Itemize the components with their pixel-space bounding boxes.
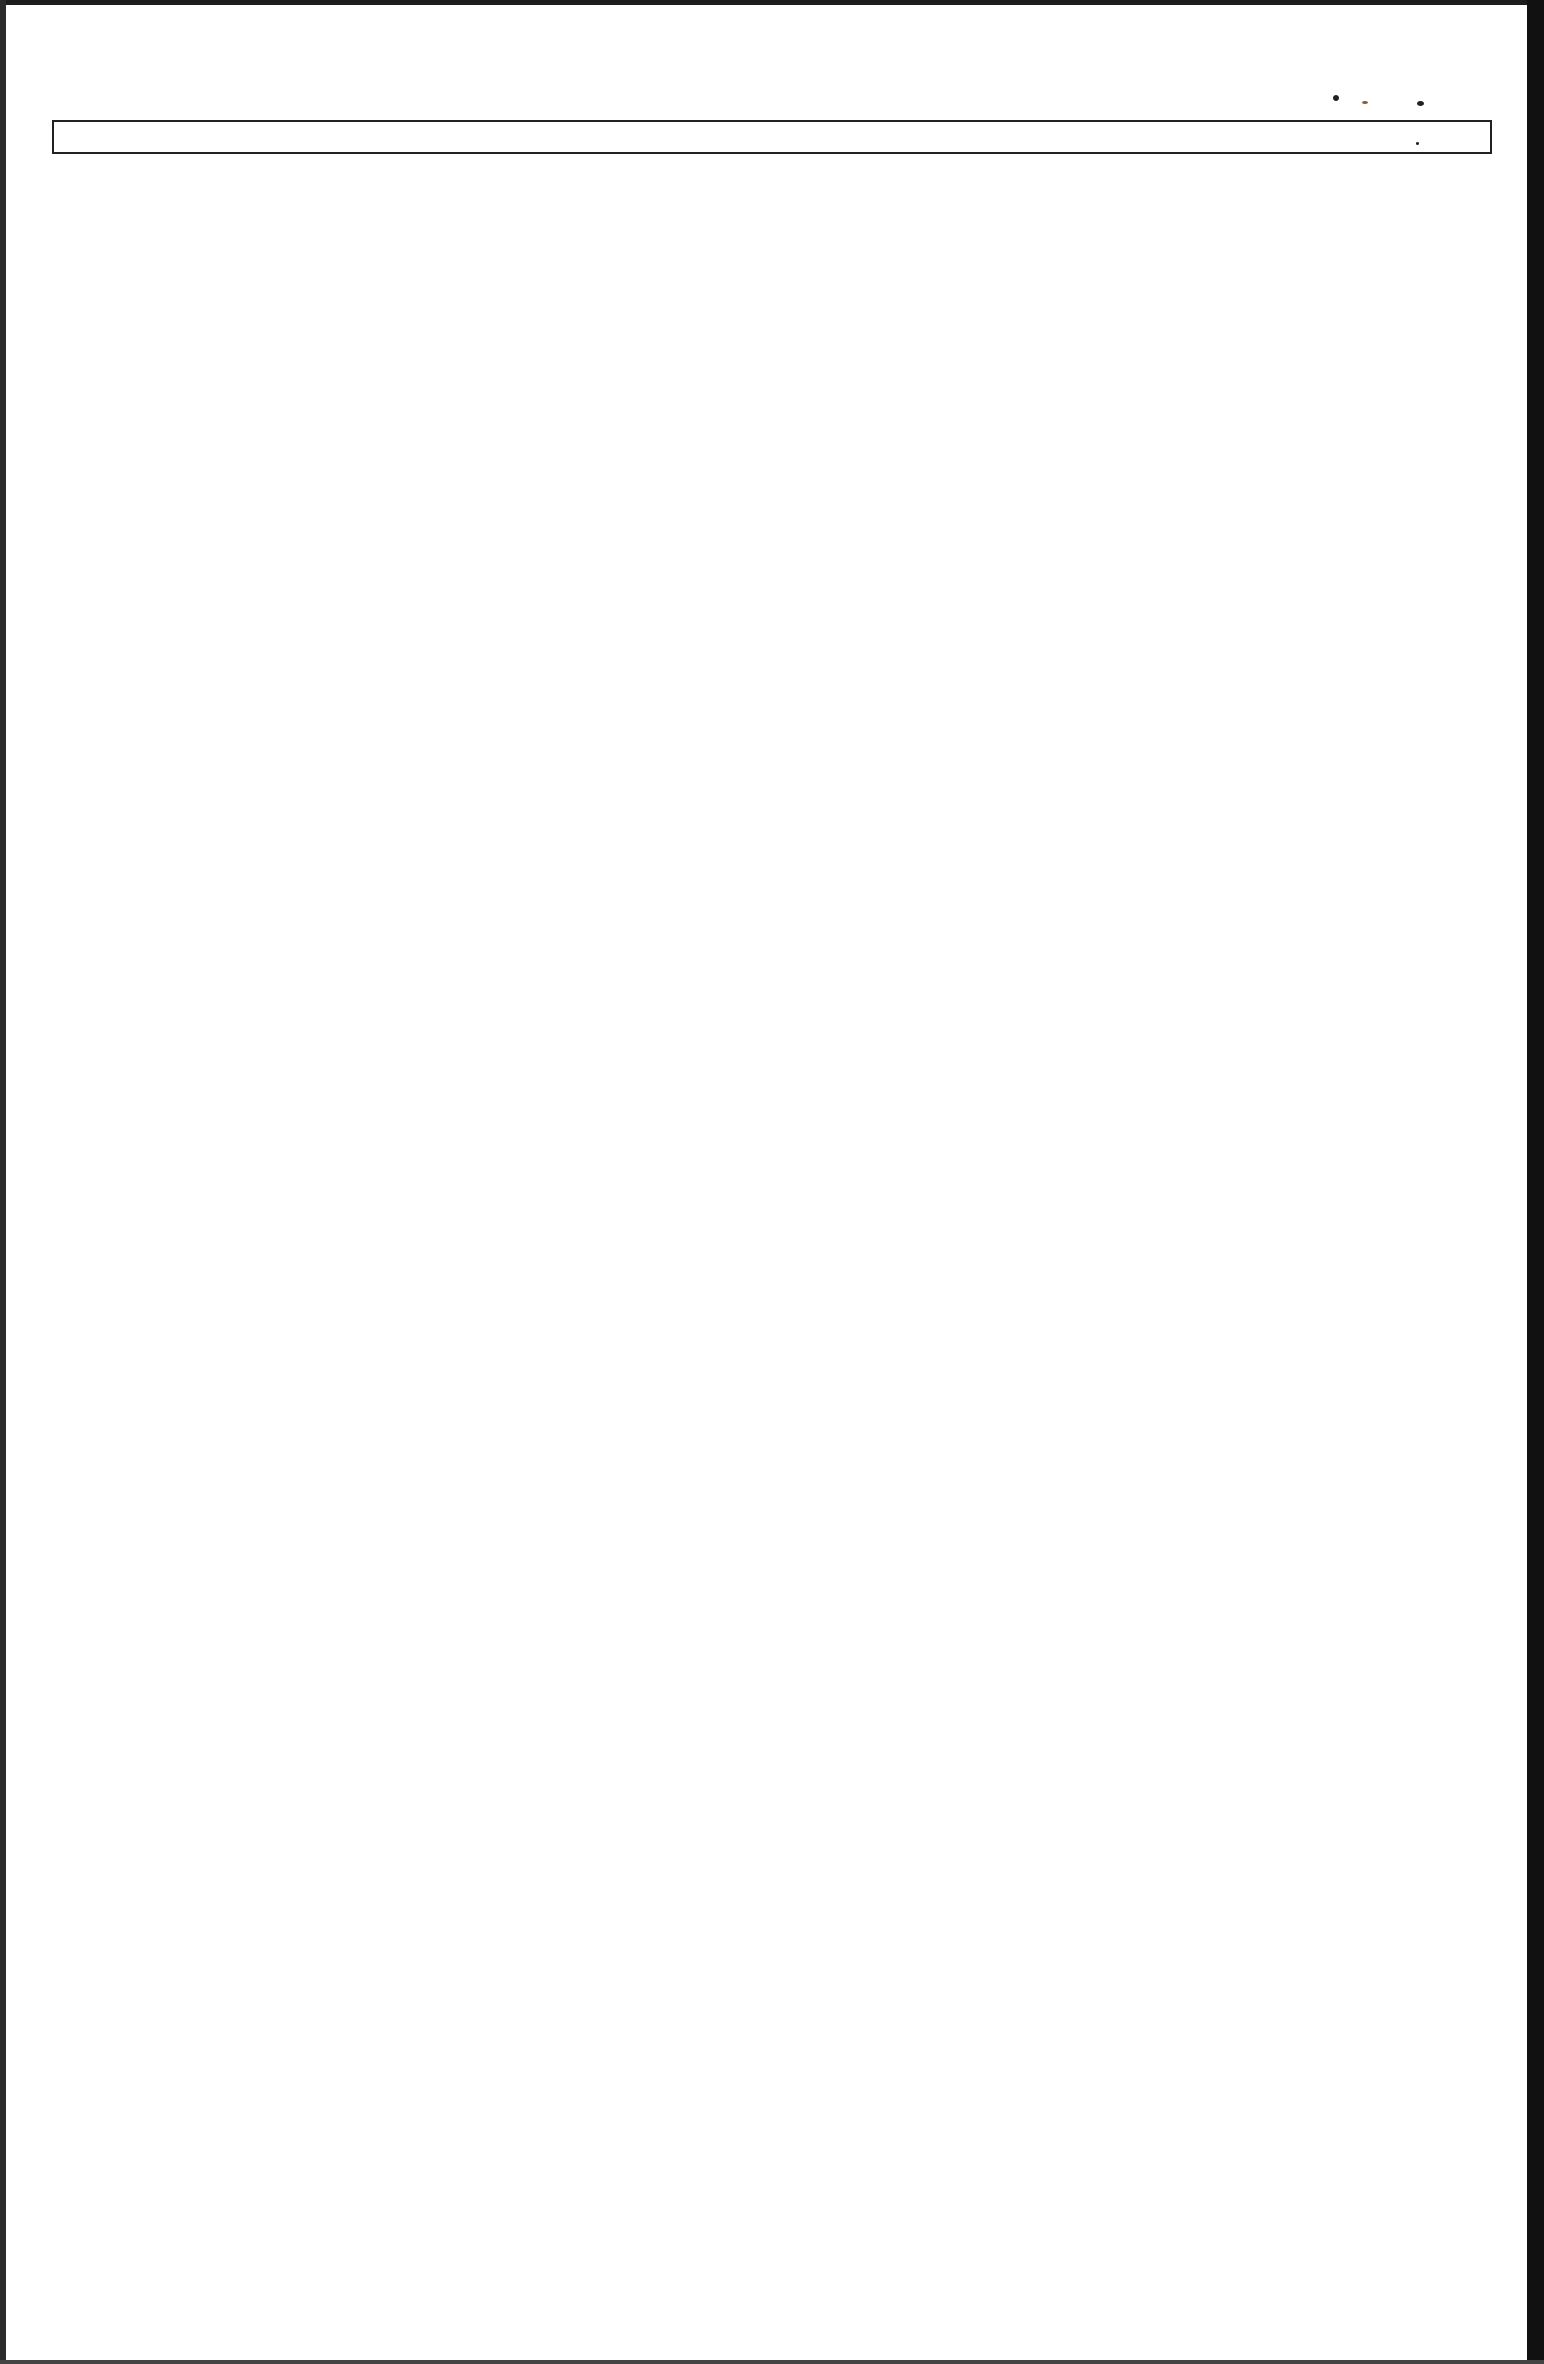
scan-edge-bottom	[0, 2360, 1544, 2364]
section-header-servicos-oi	[52, 120, 1492, 154]
scan-speck	[1417, 101, 1424, 106]
scan-edge-left	[0, 0, 6, 2364]
scan-speck	[1333, 95, 1339, 101]
scan-speck	[1362, 101, 1368, 104]
scan-edge-top	[0, 0, 1544, 5]
scan-edge-right	[1527, 0, 1544, 2364]
